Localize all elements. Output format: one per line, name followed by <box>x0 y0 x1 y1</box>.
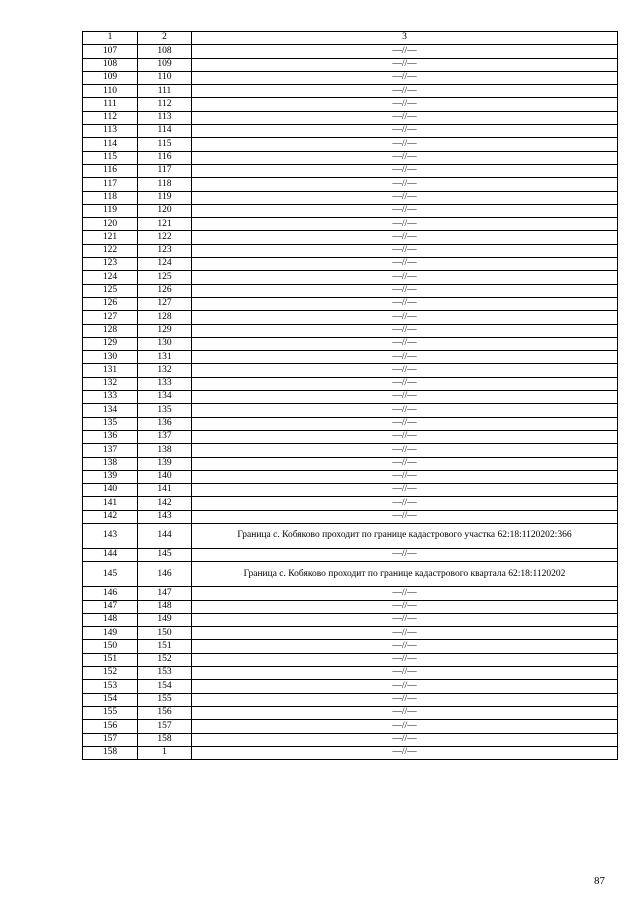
point-to-cell: 113 <box>138 111 192 124</box>
table-row <box>83 667 618 680</box>
table-row <box>83 85 618 98</box>
point-from-cell: 118 <box>83 191 138 204</box>
table-row <box>83 45 618 58</box>
description-cell: —//— <box>192 510 618 523</box>
description-cell: —//— <box>192 111 618 124</box>
point-from-cell: 123 <box>83 258 138 271</box>
header-row <box>83 32 618 45</box>
description-cell: —//— <box>192 311 618 324</box>
point-from-cell: 128 <box>83 324 138 337</box>
point-to-cell: 136 <box>138 417 192 430</box>
column-header-3: 3 <box>192 32 618 45</box>
point-from-cell: 120 <box>83 218 138 231</box>
table-row <box>83 324 618 337</box>
table-row <box>83 484 618 497</box>
table-row <box>83 244 618 257</box>
description-cell: —//— <box>192 720 618 733</box>
description-cell: Граница с. Кобяково проходит по границе кадастрового участка 62:18:1120202:366 <box>192 523 618 548</box>
description-cell: —//— <box>192 497 618 510</box>
point-to-cell: 151 <box>138 640 192 653</box>
table-row <box>83 311 618 324</box>
point-from-cell: 148 <box>83 613 138 626</box>
table-row <box>83 562 618 587</box>
point-from-cell: 122 <box>83 244 138 257</box>
point-from-cell: 147 <box>83 600 138 613</box>
table-row <box>83 470 618 483</box>
description-cell: —//— <box>192 164 618 177</box>
table-row <box>83 706 618 719</box>
description-cell: —//— <box>192 138 618 151</box>
point-from-cell: 138 <box>83 457 138 470</box>
table-row <box>83 746 618 759</box>
table-row <box>83 218 618 231</box>
description-cell: —//— <box>192 324 618 337</box>
point-from-cell: 153 <box>83 680 138 693</box>
point-from-cell: 130 <box>83 351 138 364</box>
point-from-cell: 107 <box>83 45 138 58</box>
point-from-cell: 116 <box>83 164 138 177</box>
point-from-cell: 127 <box>83 311 138 324</box>
table-row <box>83 497 618 510</box>
point-to-cell: 109 <box>138 58 192 71</box>
table-row <box>83 151 618 164</box>
point-from-cell: 144 <box>83 548 138 561</box>
point-to-cell: 157 <box>138 720 192 733</box>
table-row <box>83 204 618 217</box>
description-cell: —//— <box>192 151 618 164</box>
description-cell: —//— <box>192 271 618 284</box>
description-cell: —//— <box>192 58 618 71</box>
description-cell: —//— <box>192 85 618 98</box>
point-from-cell: 121 <box>83 231 138 244</box>
table-row <box>83 125 618 138</box>
point-from-cell: 119 <box>83 204 138 217</box>
table-row <box>83 613 618 626</box>
point-from-cell: 151 <box>83 653 138 666</box>
description-cell: —//— <box>192 191 618 204</box>
table-row <box>83 693 618 706</box>
point-to-cell: 148 <box>138 600 192 613</box>
table-row <box>83 510 618 523</box>
description-cell: —//— <box>192 693 618 706</box>
description-cell: —//— <box>192 125 618 138</box>
point-to-cell: 129 <box>138 324 192 337</box>
point-from-cell: 140 <box>83 484 138 497</box>
page-number: 87 <box>594 875 605 887</box>
description-cell: —//— <box>192 284 618 297</box>
table-row <box>83 284 618 297</box>
point-from-cell: 142 <box>83 510 138 523</box>
point-to-cell: 130 <box>138 337 192 350</box>
description-cell: —//— <box>192 430 618 443</box>
point-to-cell: 114 <box>138 125 192 138</box>
point-to-cell: 125 <box>138 271 192 284</box>
description-cell: —//— <box>192 258 618 271</box>
point-to-cell: 144 <box>138 523 192 548</box>
table-row <box>83 680 618 693</box>
table-row <box>83 444 618 457</box>
point-from-cell: 150 <box>83 640 138 653</box>
description-cell: —//— <box>192 470 618 483</box>
point-from-cell: 114 <box>83 138 138 151</box>
point-from-cell: 152 <box>83 667 138 680</box>
point-to-cell: 128 <box>138 311 192 324</box>
table-row <box>83 258 618 271</box>
point-to-cell: 112 <box>138 98 192 111</box>
point-to-cell: 150 <box>138 627 192 640</box>
point-from-cell: 117 <box>83 178 138 191</box>
description-cell: —//— <box>192 733 618 746</box>
description-cell: —//— <box>192 680 618 693</box>
point-to-cell: 153 <box>138 667 192 680</box>
table-body <box>83 45 618 760</box>
description-cell: —//— <box>192 444 618 457</box>
point-to-cell: 139 <box>138 457 192 470</box>
point-to-cell: 140 <box>138 470 192 483</box>
point-from-cell: 157 <box>83 733 138 746</box>
point-from-cell: 149 <box>83 627 138 640</box>
table-row <box>83 191 618 204</box>
table-row <box>83 164 618 177</box>
point-to-cell: 115 <box>138 138 192 151</box>
table-row <box>83 627 618 640</box>
point-to-cell: 110 <box>138 71 192 84</box>
description-cell: —//— <box>192 746 618 759</box>
table-row <box>83 391 618 404</box>
table-row <box>83 231 618 244</box>
point-to-cell: 132 <box>138 364 192 377</box>
column-header-2: 2 <box>138 32 192 45</box>
description-cell: —//— <box>192 417 618 430</box>
point-to-cell: 141 <box>138 484 192 497</box>
point-to-cell: 137 <box>138 430 192 443</box>
table-row <box>83 548 618 561</box>
point-from-cell: 158 <box>83 746 138 759</box>
point-to-cell: 117 <box>138 164 192 177</box>
point-from-cell: 108 <box>83 58 138 71</box>
point-to-cell: 138 <box>138 444 192 457</box>
description-cell: —//— <box>192 45 618 58</box>
point-from-cell: 156 <box>83 720 138 733</box>
description-cell: —//— <box>192 706 618 719</box>
point-to-cell: 119 <box>138 191 192 204</box>
point-from-cell: 115 <box>83 151 138 164</box>
description-cell: —//— <box>192 337 618 350</box>
point-to-cell: 149 <box>138 613 192 626</box>
boundary-table <box>82 31 618 760</box>
point-from-cell: 126 <box>83 297 138 310</box>
description-cell: —//— <box>192 231 618 244</box>
table-row <box>83 98 618 111</box>
point-to-cell: 145 <box>138 548 192 561</box>
point-from-cell: 133 <box>83 391 138 404</box>
description-cell: —//— <box>192 457 618 470</box>
description-cell: —//— <box>192 548 618 561</box>
description-cell: —//— <box>192 71 618 84</box>
description-cell: —//— <box>192 613 618 626</box>
point-from-cell: 132 <box>83 377 138 390</box>
point-from-cell: 134 <box>83 404 138 417</box>
point-to-cell: 143 <box>138 510 192 523</box>
description-cell: —//— <box>192 404 618 417</box>
description-cell: —//— <box>192 218 618 231</box>
point-from-cell: 143 <box>83 523 138 548</box>
description-cell: Граница с. Кобяково проходит по границе кадастрового квартала 62:18:1120202 <box>192 562 618 587</box>
table-row <box>83 457 618 470</box>
point-to-cell: 124 <box>138 258 192 271</box>
table-row <box>83 297 618 310</box>
description-cell: —//— <box>192 627 618 640</box>
description-cell: —//— <box>192 98 618 111</box>
point-from-cell: 112 <box>83 111 138 124</box>
point-to-cell: 158 <box>138 733 192 746</box>
point-to-cell: 131 <box>138 351 192 364</box>
description-cell: —//— <box>192 297 618 310</box>
point-to-cell: 123 <box>138 244 192 257</box>
table-row <box>83 417 618 430</box>
point-to-cell: 147 <box>138 587 192 600</box>
table-row <box>83 138 618 151</box>
point-to-cell: 108 <box>138 45 192 58</box>
point-from-cell: 139 <box>83 470 138 483</box>
point-to-cell: 116 <box>138 151 192 164</box>
point-from-cell: 131 <box>83 364 138 377</box>
table-row <box>83 58 618 71</box>
point-to-cell: 118 <box>138 178 192 191</box>
table-row <box>83 653 618 666</box>
point-from-cell: 111 <box>83 98 138 111</box>
description-cell: —//— <box>192 484 618 497</box>
point-from-cell: 124 <box>83 271 138 284</box>
table-row <box>83 600 618 613</box>
point-to-cell: 155 <box>138 693 192 706</box>
point-from-cell: 113 <box>83 125 138 138</box>
point-to-cell: 146 <box>138 562 192 587</box>
column-header-1: 1 <box>83 32 138 45</box>
table-row <box>83 71 618 84</box>
point-to-cell: 127 <box>138 297 192 310</box>
table-row <box>83 720 618 733</box>
point-to-cell: 142 <box>138 497 192 510</box>
description-cell: —//— <box>192 600 618 613</box>
table-row <box>83 404 618 417</box>
point-from-cell: 129 <box>83 337 138 350</box>
point-to-cell: 133 <box>138 377 192 390</box>
point-to-cell: 120 <box>138 204 192 217</box>
point-to-cell: 126 <box>138 284 192 297</box>
point-to-cell: 154 <box>138 680 192 693</box>
point-from-cell: 146 <box>83 587 138 600</box>
point-from-cell: 145 <box>83 562 138 587</box>
point-from-cell: 141 <box>83 497 138 510</box>
description-cell: —//— <box>192 667 618 680</box>
point-from-cell: 154 <box>83 693 138 706</box>
point-from-cell: 137 <box>83 444 138 457</box>
table-row <box>83 587 618 600</box>
point-to-cell: 111 <box>138 85 192 98</box>
point-from-cell: 155 <box>83 706 138 719</box>
point-from-cell: 125 <box>83 284 138 297</box>
table-row <box>83 351 618 364</box>
table-row <box>83 178 618 191</box>
description-cell: —//— <box>192 244 618 257</box>
table-row <box>83 364 618 377</box>
table-row <box>83 523 618 548</box>
point-to-cell: 134 <box>138 391 192 404</box>
point-to-cell: 156 <box>138 706 192 719</box>
description-cell: —//— <box>192 391 618 404</box>
description-cell: —//— <box>192 364 618 377</box>
table-header <box>83 32 618 45</box>
description-cell: —//— <box>192 377 618 390</box>
table-row <box>83 111 618 124</box>
description-cell: —//— <box>192 204 618 217</box>
point-from-cell: 135 <box>83 417 138 430</box>
description-cell: —//— <box>192 640 618 653</box>
point-to-cell: 152 <box>138 653 192 666</box>
description-cell: —//— <box>192 653 618 666</box>
description-cell: —//— <box>192 587 618 600</box>
table-row <box>83 640 618 653</box>
point-from-cell: 110 <box>83 85 138 98</box>
point-to-cell: 1 <box>138 746 192 759</box>
table-row <box>83 271 618 284</box>
table-row <box>83 377 618 390</box>
point-to-cell: 121 <box>138 218 192 231</box>
point-to-cell: 135 <box>138 404 192 417</box>
point-to-cell: 122 <box>138 231 192 244</box>
table-row <box>83 430 618 443</box>
table-row <box>83 733 618 746</box>
description-cell: —//— <box>192 178 618 191</box>
point-from-cell: 109 <box>83 71 138 84</box>
table-row <box>83 337 618 350</box>
description-cell: —//— <box>192 351 618 364</box>
point-from-cell: 136 <box>83 430 138 443</box>
